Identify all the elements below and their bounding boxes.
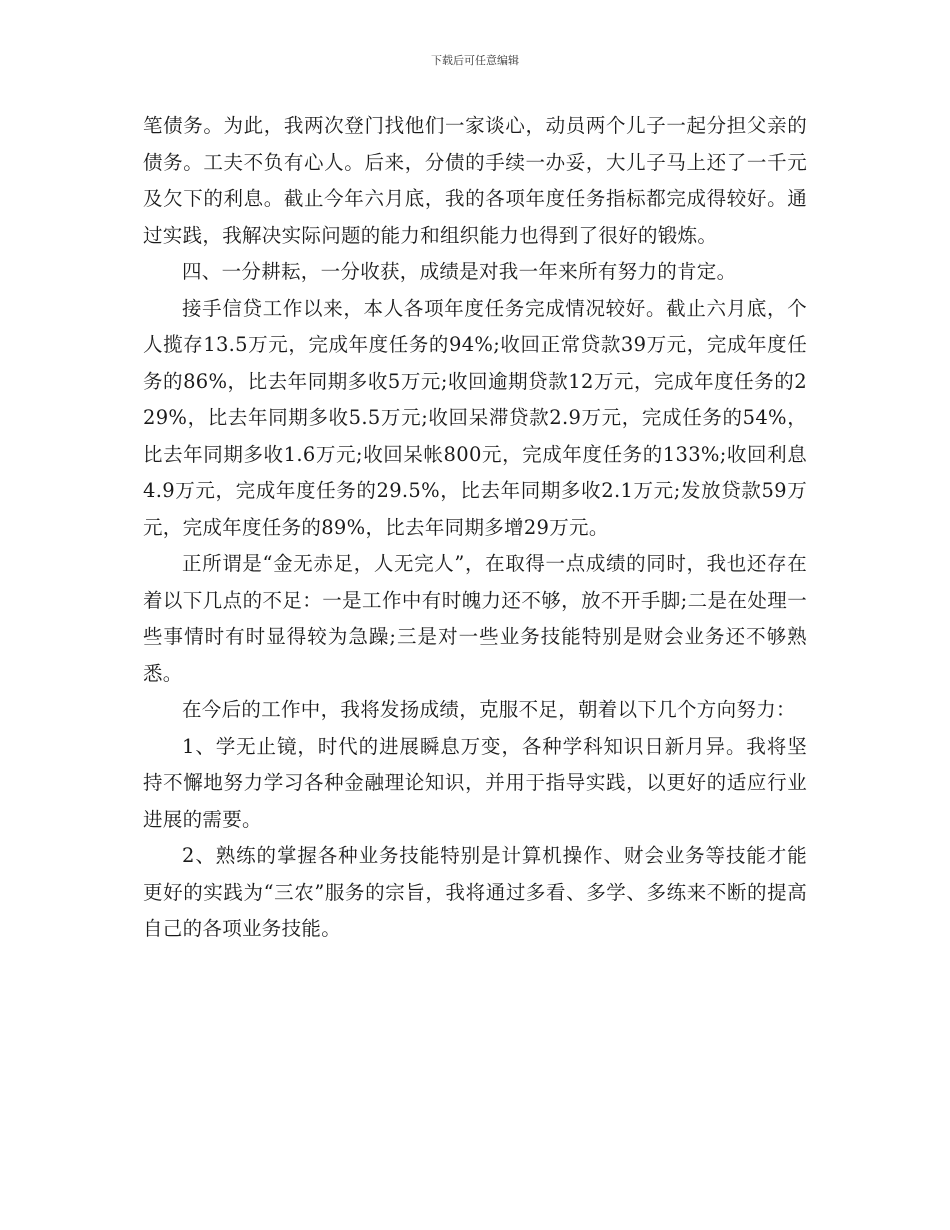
paragraph-item-one: 1、学无止镜，时代的进展瞬息万变，各种学科知识日新月异。我将坚持不懈地努力学习各种金融理论知识，并用于指导实践，以更好的适应行业进展的需要。	[143, 734, 807, 831]
paragraph-future-directions: 在今后的工作中，我将发扬成绩，克服不足，朝着以下几个方向努力：	[182, 698, 796, 721]
paragraph-continued-debt-story: 笔债务。为此，我两次登门找他们一家谈心，动员两个儿子一起分担父亲的债务。工夫不负有心人。后来，分债的手续一办妥，大儿子马上还了一千元及欠下的利息。截止今年六月底，我的各项年度任务指标都完成得较好。通过实践，我解决实际问题的能力和组织能力也得到了很好的锻炼。	[143, 114, 807, 247]
paragraph-section-four-heading: 四、一分耕耘，一分收获，成绩是对我一年来所有努力的肯定。	[182, 260, 737, 283]
paragraph-shortcomings: 正所谓是“金无赤足，人无完人”，在取得一点成绩的同时，我也还存在着以下几点的不足：一是工作中有时魄力还不够，放不开手脚;二是在处理一些事情时有时显得较为急躁;三是对一些业务技能特别是财会业务还不够熟悉。	[143, 552, 807, 685]
paragraph-item-two: 2、熟练的掌握各种业务技能特别是计算机操作、财会业务等技能才能更好的实践为“三农”服务的宗旨，我将通过多看、多学、多练来不断的提高自己的各项业务技能。	[143, 844, 807, 940]
page-header: 下载后可任意编辑	[431, 54, 519, 67]
paragraph-task-results: 接手信贷工作以来，本人各项年度任务完成情况较好。截止六月底，个人揽存13.5万元，完成年度任务的94%;收回正常贷款39万元，完成年度任务的86%，比去年同期多收5万元;收回逾期贷款12万元，完成年度任务的229%，比去年同期多收5.5万元;收回呆滞贷款2.9万元，完成任务的54%，比去年同期多收1.6万元;收回呆帐800元，完成年度任务的133%;收回利息4.9万元，完成年度任务的29.5%，比去年同期多收2.1万元;发放贷款59万元，完成年度任务的89%，比去年同期多增29万元。	[143, 296, 807, 539]
document-body	[143, 108, 807, 948]
